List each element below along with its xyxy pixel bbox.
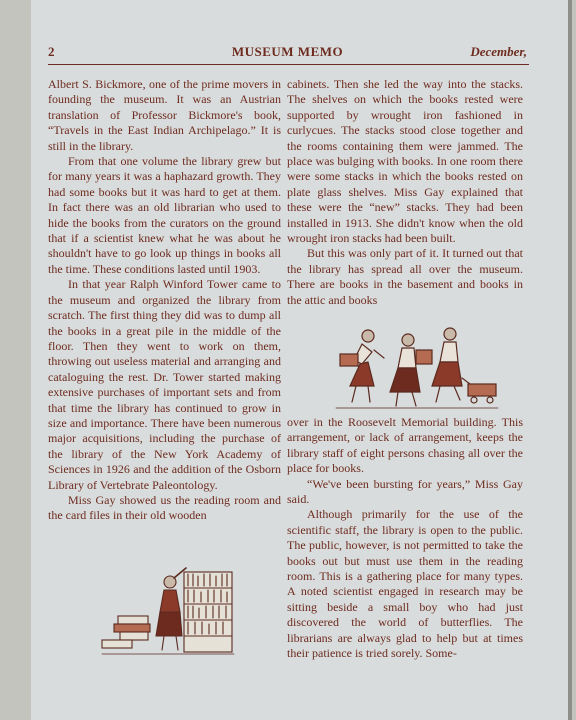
woman-at-bookshelf-illustration [98,560,238,660]
paragraph: Although primarily for the use of the scientific staff, the library is open to the public. The public, however, is not permitted to take the books out but must use them in the reading room. This is a gathering place for many types. A noted scientist engaged in research may be sitting beside a small boy who had just discovered the world of butterflies. The librarians are always glad to help but at times their patience is tried sorely. Some- [287,507,523,661]
paragraph: “We've been bursting for years,” Miss Gay said. [287,476,523,507]
paragraph: cabinets. Then she led the way into the stacks. The shelves on which the books rested were supported by wrought iron fashioned in curlycues. The stacks stood close together and the rooms containing them were jammed. The place was bulging with books. In one room there were some stacks in which the books rested on plate glass shelves. Miss Gay explained that these were the “new” stacks. They had been installed in 1913. She didn't know when the old wrought iron stacks had been built. [287,77,523,246]
women-carrying-books-illustration [328,320,504,412]
left-column [48,77,281,524]
page-number: 2 [48,44,55,59]
paragraph: From that one volume the library grew but for many years it was a haphazard growth. They had some books but it was hard to get at them. In fact there was an old librarian who used to hide the books from the curators on the ground that if a scientist knew what he was about he shouldn't have to go look up things in books all the time. These conditions lasted until 1903. [48,154,281,276]
page-edge-shadow [568,0,572,720]
paragraph: In that year Ralph Winford Tower came to the museum and organized the library from scratch. The first thing they did was to dump all the books in a great pile in the middle of the floor. Then they went to work on them, throwing out useless material and arranging and cataloguing the rest. Dr. Tower started making extensive purchases of important sets and from that time the library has continued to grow in size and importance. There have been numerous major acquisitions, including the purchase of the library of the New York Academy of Sciences in 1926 and the addition of the Osborn Library of Vertebrate Paleontology. [48,277,281,492]
right-column-bottom [287,415,523,662]
issue-month: December, [470,44,527,59]
paragraph: Miss Gay showed us the reading room and the card files in their old wooden [48,492,281,523]
publication-title: MUSEUM MEMO [231,44,344,59]
header-rule [48,64,529,65]
running-header [48,44,527,62]
paragraph: Albert S. Bickmore, one of the prime movers in founding the museum. It was an Austrian translation of Professor Bickmore's book, “Travels in the East Indian Archipelago.” It is still in the library. [48,77,281,153]
right-column-top [287,77,523,308]
paragraph: over in the Roosevelt Memorial building. This arrangement, or lack of arrangement, keeps the library staff of eight persons chasing all over the place for books. [287,415,523,476]
paragraph: But this was only part of it. It turned out that the library has spread all over the museum. There are books in the basement and books in the attic and books [287,246,523,307]
